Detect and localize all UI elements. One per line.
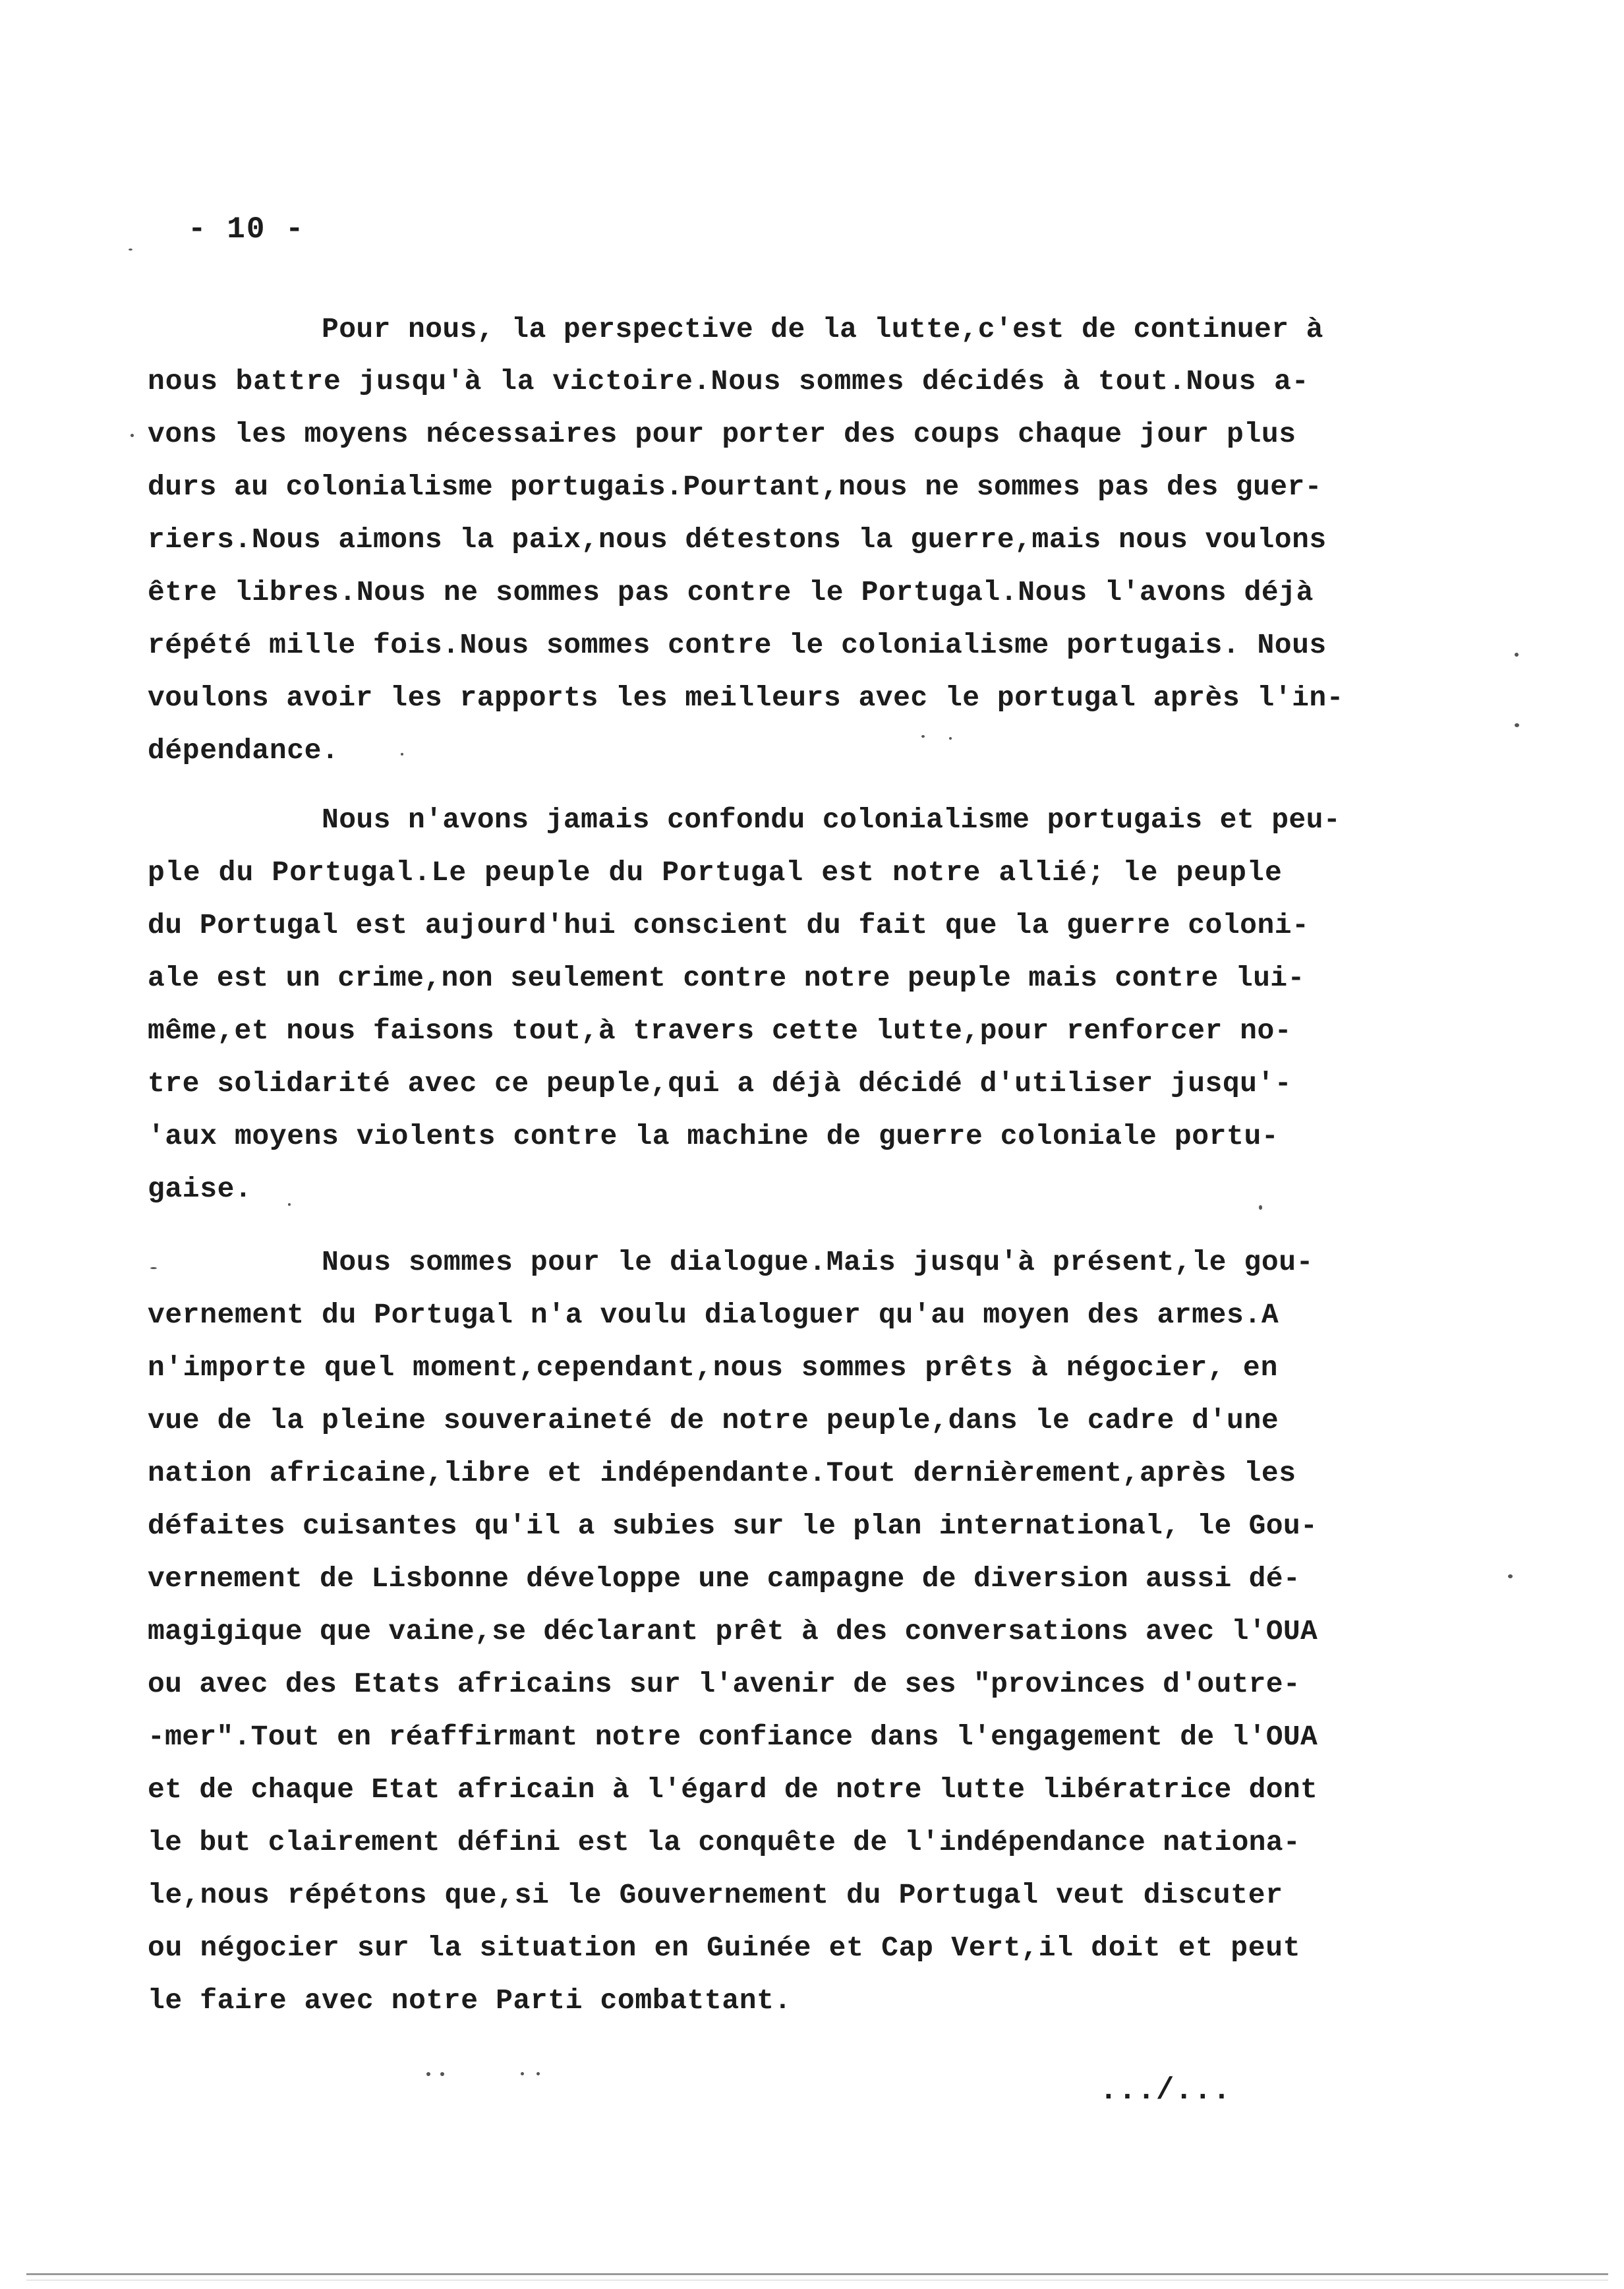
text-line: -mer".Tout en réaffirmant notre confiance dans l'engagement de l'OUA (148, 1721, 1318, 1753)
text-line: le faire avec notre Parti combattant. (148, 1984, 792, 2017)
text-line: durs au colonialisme portugais.Pourtant,nous ne sommes pas des guer- (148, 471, 1322, 503)
page-number: - 10 - (188, 212, 305, 247)
scan-speck (921, 735, 925, 738)
text-line: voulons avoir les rapports les meilleurs avec le portugal après l'in- (148, 682, 1344, 714)
scan-speck (426, 2072, 430, 2076)
text-line: être libres.Nous ne sommes pas contre le Portugal.Nous l'avons déjà (148, 576, 1314, 609)
scan-speck (536, 2072, 540, 2075)
scan-speck (1259, 1205, 1262, 1210)
text-line: répété mille fois.Nous sommes contre le colonialisme portugais. Nous (148, 629, 1327, 661)
text-line: ou avec des Etats africains sur l'avenir de ses "provinces d'outre- (148, 1668, 1300, 1700)
scan-speck (1515, 653, 1519, 657)
continuation-marker: .../... (1099, 2073, 1232, 2108)
text-line: le,nous répétons que,si le Gouvernement du Portugal veut discuter (148, 1879, 1283, 1911)
text-line: Pour nous, la perspective de la lutte,c'est de continuer à (322, 313, 1323, 345)
bottom-edge-rule (26, 2273, 1608, 2275)
text-line: vons les moyens nécessaires pour porter des coups chaque jour plus (148, 418, 1296, 450)
text-line: 'aux moyens violents contre la machine de guerre coloniale portu- (148, 1120, 1279, 1152)
text-line: même,et nous faisons tout,à travers cette lutte,pour renforcer no- (148, 1015, 1292, 1047)
text-line: Nous n'avons jamais confondu colonialisme portugais et peu- (322, 804, 1341, 836)
text-line: riers.Nous aimons la paix,nous détestons la guerre,mais nous voulons (148, 523, 1327, 556)
scan-speck (150, 1267, 157, 1269)
scan-speck (288, 1203, 291, 1206)
text-line: du Portugal est aujourd'hui conscient du fait que la guerre coloni- (148, 909, 1310, 941)
text-line: nation africaine,libre et indépendante.Tout dernièrement,après les (148, 1457, 1296, 1489)
scan-speck (401, 753, 403, 756)
scan-speck (949, 737, 952, 740)
text-line: n'importe quel moment,cependant,nous sommes prêts à négocier, en (148, 1352, 1279, 1384)
scan-speck (440, 2072, 444, 2076)
scan-speck (130, 434, 134, 437)
text-line: vue de la pleine souveraineté de notre peuple,dans le cadre d'une (148, 1404, 1279, 1437)
text-line: Nous sommes pour le dialogue.Mais jusqu'à présent,le gou- (322, 1246, 1314, 1278)
text-line: dépendance. (148, 734, 339, 767)
text-line: ou négocier sur la situation en Guinée et Cap Vert,il doit et peut (148, 1932, 1301, 1964)
text-line: nous battre jusqu'à la victoire.Nous sommes décidés à tout.Nous a- (148, 365, 1310, 398)
text-line: défaites cuisantes qu'il a subies sur le plan international, le Gou- (148, 1510, 1318, 1542)
scan-speck (1508, 1574, 1513, 1578)
text-line: ple du Portugal.Le peuple du Portugal est notre allié; le peuple (148, 856, 1283, 889)
text-line: tre solidarité avec ce peuple,qui a déjà décidé d'utiliser jusqu'- (148, 1067, 1292, 1100)
text-line: le but clairement défini est la conquête de l'indépendance nationa- (148, 1826, 1300, 1858)
text-line: vernement du Portugal n'a voulu dialoguer qu'au moyen des armes.A (148, 1299, 1279, 1331)
text-line: vernement de Lisbonne développe une campagne de diversion aussi dé- (148, 1562, 1300, 1595)
text-line: gaise. (148, 1173, 252, 1205)
text-line: magigique que vaine,se déclarant prêt à des conversations avec l'OUA (148, 1615, 1318, 1648)
text-line: et de chaque Etat africain à l'égard de notre lutte libératrice dont (148, 1773, 1318, 1806)
text-line: ale est un crime,non seulement contre notre peuple mais contre lui- (148, 962, 1305, 994)
scan-speck (521, 2072, 524, 2075)
scan-speck (129, 249, 132, 251)
scan-speck (1515, 723, 1519, 727)
